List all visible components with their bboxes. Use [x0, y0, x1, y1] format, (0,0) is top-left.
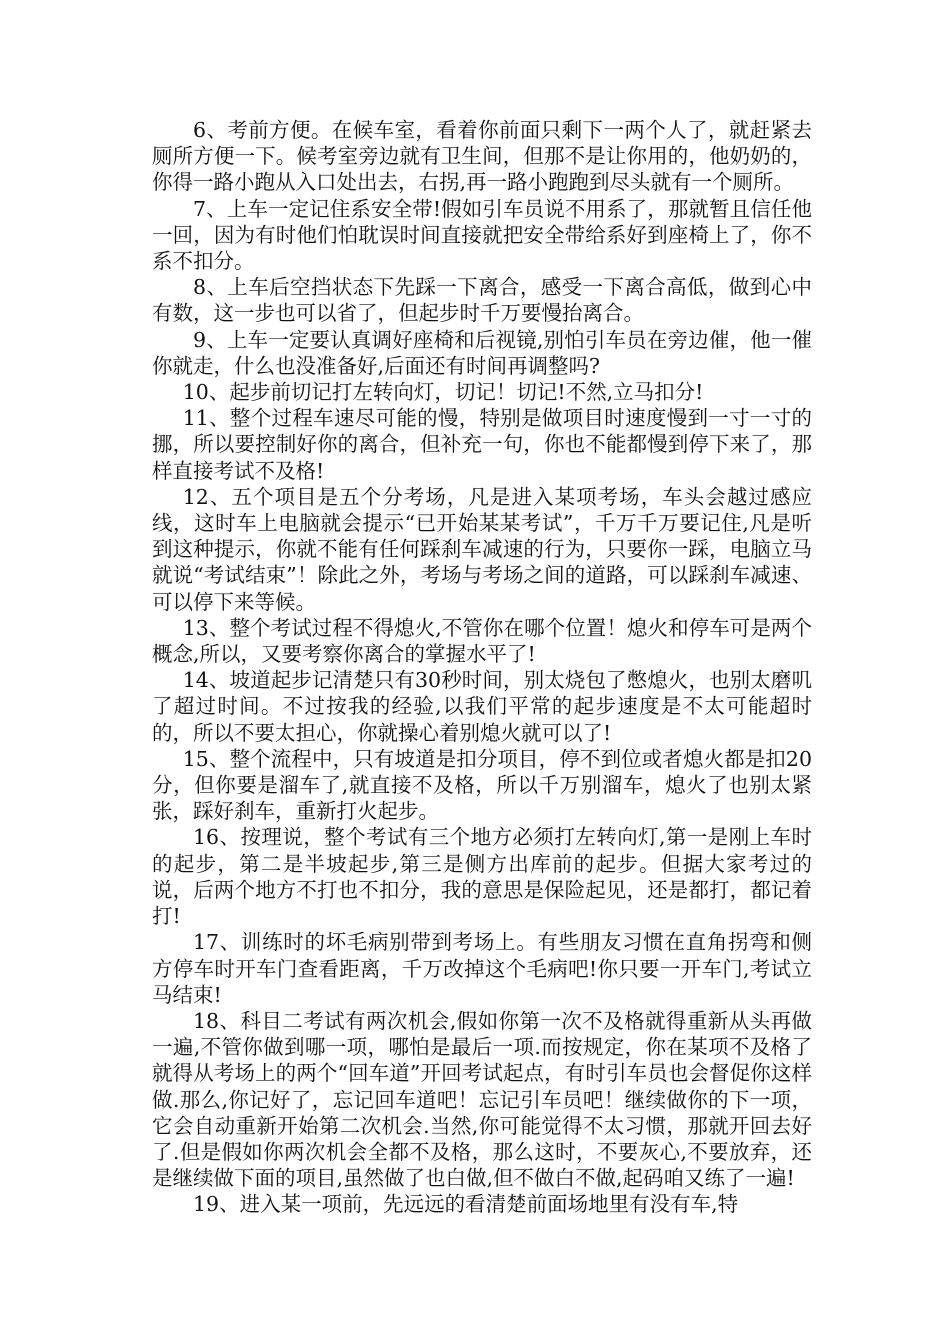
paragraph-8: 8、上车后空挡状态下先踩一下离合，感受一下离合高低，做到心中有数，这一步也可以省了，但起步时千万要慢抬离合。 [152, 275, 812, 326]
paragraph-10: 10、起步前切记打左转向灯，切记！切记!不然,立马扣分! [182, 380, 704, 405]
paragraph-7: 7、上车一定记住系安全带!假如引车员说不用系了，那就暂且信任他一回，因为有时他们怕耽误时间直接就把安全带给系好到座椅上了，你不系不扣分。 [152, 196, 812, 274]
paragraph-14: 14、坡道起步记清楚只有30秒时间，别太烧包了憋熄火，也别太磨叽了超过时间。不过按我的经验,以我们平常的起步速度是不太可能超时的，所以不要太担心，你就操心着别熄火就可以了! [152, 668, 812, 745]
paragraph-13: 13、整个考试过程不得熄火,不管你在哪个位置！熄火和停车可是两个概念,所以，又要考察你离合的掌握水平了! [152, 615, 812, 667]
paragraph-12: 12、五个项目是五个分考场，凡是进入某项考场，车头会越过感应线，这时车上电脑就会提示“已开始某某考试”，千万千万要记住,凡是听到这种提示，你就不能有任何踩刹车减速的行为，只要你一踩，电脑立马就说“考试结束”！除此之外，考场与考场之间的道路，可以踩刹车减速、可以停下来等候。 [152, 484, 812, 614]
paragraph-6: 6、考前方便。在候车室，看着你前面只剩下一两个人了，就赶紧去厕所方便一下。候考室旁边就有卫生间，但那不是让你用的，他奶奶的，你得一路小跑从入口处出去，右拐,再一路小跑跑到尽头就有一个厕所。 [152, 118, 812, 195]
paragraph-15: 15、整个流程中，只有坡道是扣分项目，停不到位或者熄火都是扣20分，但你要是溜车了,就直接不及格，所以千万别溜车，熄火了也别太紧张，踩好刹车，重新打火起步。 [152, 746, 812, 824]
paragraph-9: 9、上车一定要认真调好座椅和后视镜,别怕引车员在旁边催，他一催你就走，什么也没准备好,后面还有时间再调整吗? [152, 327, 812, 378]
document-page [152, 117, 812, 1218]
paragraph-16: 16、按理说，整个考试有三个地方必须打左转向灯,第一是刚上车时的起步，第二是半坡起步,第三是侧方出库前的起步。但据大家考过的说，后两个地方不打也不扣分，我的意思是保险起见，还是都打，都记着打! [152, 825, 812, 929]
paragraph-18: 18、科目二考试有两次机会,假如你第一次不及格就得重新从头再做一遍,不管你做到哪一项，哪怕是最后一项.而按规定，你在某项不及格了就得从考场上的两个“回车道”开回考试起点，有时引车员也会督促你这样做.那么,你记好了，忘记回车道吧！忘记引车员吧！继续做你的下一项，它会自动重新开始第二次机会.当然,你可能觉得不太习惯，那就开回去好了.但是假如你两次机会全都不及格，那么这时，不要灰心,不要放弃，还是继续做下面的项目,虽然做了也白做,但不做白不做,起码咱又练了一遍! [152, 1008, 812, 1191]
paragraph-11: 11、整个过程车速尽可能的慢，特别是做项目时速度慢到一寸一寸的挪，所以要控制好你的离合，但补充一句，你也不能都慢到停下来了，那样直接考试不及格! [152, 406, 812, 483]
paragraph-17: 17、训练时的坏毛病别带到考场上。有些朋友习惯在直角拐弯和侧方停车时开车门查看距离，千万改掉这个毛病吧!你只要一开车门,考试立马结束! [152, 930, 812, 1007]
paragraph-19: 19、进入某一项前，先远远的看清楚前面场地里有没有车,特 [193, 1192, 739, 1217]
